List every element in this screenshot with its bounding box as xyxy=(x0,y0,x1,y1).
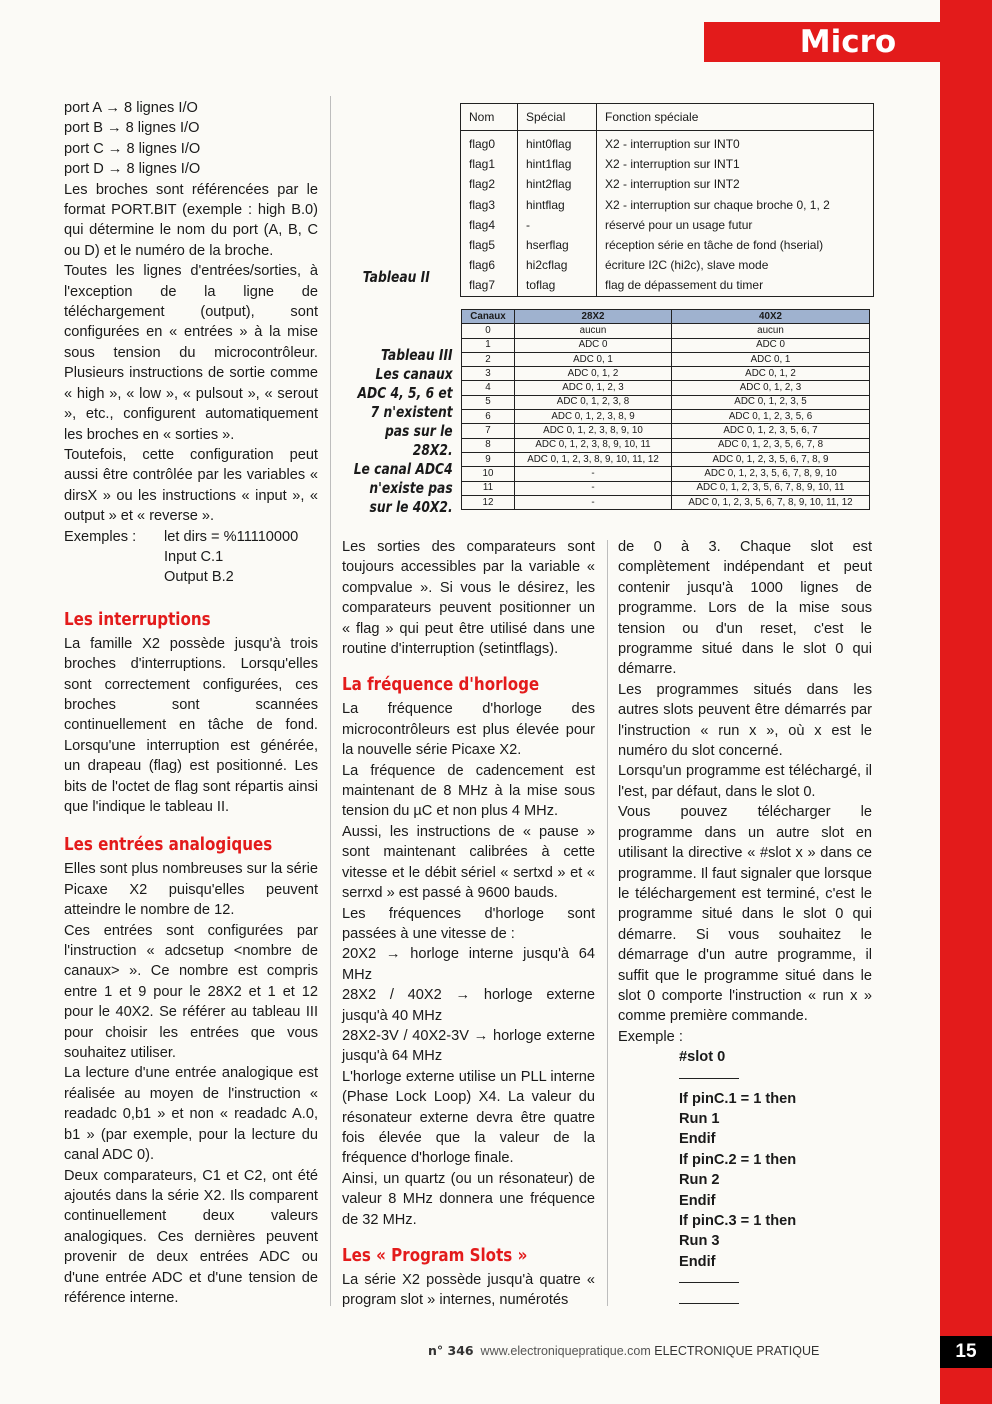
table-cell: ADC 0, 1, 2, 3, 8, 9, 10 xyxy=(515,424,672,438)
table-cell: - xyxy=(515,495,672,509)
paragraph: Les fréquences d'horloge sont passées à une vitesse de : xyxy=(342,905,595,942)
port-line: port C → 8 lignes I/O xyxy=(64,140,201,157)
port-line: port B → 8 lignes I/O xyxy=(64,120,200,137)
page-footer xyxy=(428,1343,819,1358)
caption-line: n'existe pas xyxy=(369,479,453,497)
table-row xyxy=(461,215,874,235)
code-line: #slot 0 xyxy=(679,1049,726,1066)
caption-line: ADC 4, 5, 6 et xyxy=(357,384,453,402)
table-cell: ADC 0, 1 xyxy=(515,352,672,366)
port-line: port A → 8 lignes I/O xyxy=(64,100,198,116)
paragraph: L'horloge externe utilise un PLL interne (Phase Lock Loop) X4. La valeur du résonateur externe devra être quatre fois élevée que la valeur de la fréquence d'horloge finale. xyxy=(342,1068,595,1167)
table3-adc-channels xyxy=(461,309,870,510)
table-row xyxy=(461,255,874,275)
website-url: www.electroniquepratique.com xyxy=(480,1344,651,1358)
table-cell: hint1flag xyxy=(518,154,597,174)
table-cell: flag6 xyxy=(461,255,518,275)
table-row xyxy=(462,481,870,495)
magazine-name: ELECTRONIQUE PRATIQUE xyxy=(654,1344,820,1358)
table-cell: ADC 0, 1, 2, 3, 5, 6, 7, 8, 9, 10 xyxy=(672,467,870,481)
page-edge-bar xyxy=(940,0,992,1404)
table-cell: ADC 0, 1, 2, 3, 5, 6, 7, 8, 9, 10, 11 xyxy=(672,481,870,495)
table-cell: X2 - interruption sur INT1 xyxy=(597,154,874,174)
code-line: If pinC.2 = 1 then xyxy=(679,1151,797,1168)
code-block xyxy=(618,1047,872,1304)
paragraph: La série X2 possède jusqu'à quatre « program slot » internes, numérotés xyxy=(342,1272,595,1309)
paragraph: Aussi, les instructions de « pause » sont maintenant calibrées à cette vitesse et le débit sériel « sertxd » et « serrxd » est passé à 9600 bauds. xyxy=(342,823,595,902)
table-row xyxy=(462,395,870,409)
heading-program-slots: Les « Program Slots » xyxy=(342,1245,528,1266)
column-divider xyxy=(330,96,331,1306)
table-cell: 9 xyxy=(462,452,515,466)
table-row xyxy=(462,495,870,509)
table-cell: flag de dépassement du timer xyxy=(597,275,874,296)
table-cell: hi2cflag xyxy=(518,255,597,275)
table-cell: flag3 xyxy=(461,195,518,215)
separator-rule xyxy=(679,1272,739,1283)
paragraph: Vous pouvez télécharger le programme dans un autre slot en utilisant la directive « #slot x » dans ce programme. Il faut signaler que lorsque le téléchargement est terminé, c'est le programme situé dans le slot 0 qui démarre. Si vous souhaitez le démarrage d'un autre programme, il suffit que le programme situé dans le slot 0 comporte l'instruction « run x » comme première commande. xyxy=(618,804,872,1025)
examples-label: Exemples : xyxy=(64,528,137,545)
caption-line: Les canaux xyxy=(375,365,453,383)
table-cell: ADC 0, 1, 2, 3, 5, 6 xyxy=(672,410,870,424)
table-cell: 7 xyxy=(462,424,515,438)
table-cell: ADC 0, 1, 2, 3, 8 xyxy=(515,395,672,409)
table-header: 40X2 xyxy=(672,310,870,324)
table-cell: ADC 0, 1, 2, 3, 8, 9, 10, 11 xyxy=(515,438,672,452)
table-cell: ADC 0 xyxy=(672,338,870,352)
table-cell: ADC 0, 1, 2, 3, 5 xyxy=(672,395,870,409)
table-cell: réservé pour un usage futur xyxy=(597,215,874,235)
table-cell: aucun xyxy=(672,324,870,338)
example-label: Exemple : xyxy=(618,1028,683,1045)
paragraph: Ces entrées sont configurées par l'instruction « adcsetup <nombre de canaux> ». Ce nombre est compris entre 1 et 9 pour le 28X2 et 1 et 12 pour le 40X2. Se référer au tableau III pour choisir les entrées que vous souhaitez utiliser. xyxy=(64,922,318,1062)
table-cell: hint2flag xyxy=(518,174,597,194)
table-row xyxy=(461,131,874,155)
examples-block xyxy=(64,527,318,547)
table2-flags xyxy=(460,103,874,297)
table-cell: flag2 xyxy=(461,174,518,194)
table-cell: réception série en tâche de fond (hserial) xyxy=(597,235,874,255)
table-cell: hint0flag xyxy=(518,131,597,155)
table-cell: flag0 xyxy=(461,131,518,155)
table-cell: ADC 0, 1 xyxy=(672,352,870,366)
table-cell: ADC 0, 1, 2, 3, 5, 6, 7, 8, 9 xyxy=(672,452,870,466)
code-line: Endif xyxy=(679,1192,716,1209)
table-row xyxy=(461,235,874,255)
heading-clock-frequency: La fréquence d'horloge xyxy=(342,674,540,696)
caption-line: Le canal ADC4 xyxy=(354,460,453,478)
column-2 xyxy=(342,537,595,1311)
paragraph: Ainsi, un quartz (ou un résonateur) de valeur 8 MHz donnera une fréquence de 32 MHz. xyxy=(342,1170,595,1228)
table-row xyxy=(462,438,870,452)
table-cell: 11 xyxy=(462,481,515,495)
code-line: Run 2 xyxy=(679,1172,720,1189)
paragraph: La fréquence d'horloge des microcontrôleurs est plus élevée pour la nouvelle série Picaxe X2. xyxy=(342,701,595,759)
table-cell: flag1 xyxy=(461,154,518,174)
table-cell: 8 xyxy=(462,438,515,452)
table-row xyxy=(462,338,870,352)
table-cell: ADC 0, 1, 2, 3, 5, 6, 7, 8 xyxy=(672,438,870,452)
paragraph: Elles sont plus nombreuses sur la série Picaxe X2 puisqu'elles peuvent atteindre le nombre de 12. xyxy=(64,861,318,919)
caption-line: sur le 40X2. xyxy=(369,498,453,516)
paragraph: La famille X2 possède jusqu'à trois broches d'interruptions. Lorsqu'elles sont correctement configurées, ces broches sont scannées continuellement en tâche de fond. Lorsqu'une interruption est générée, un drapeau (flag) est positionné. Les bits de l'octet de flag sont répartis ainsi que l'indique le tableau II. xyxy=(64,635,318,815)
paragraph: Les sorties des comparateurs sont toujours accessibles par la variable « compvalue ». Si vous le désirez, les comparateurs peuvent positionner un « flag » qui peut être utilisé dans une routine d'interruption (setintflags). xyxy=(342,539,595,658)
table-row xyxy=(462,324,870,338)
table-cell: - xyxy=(515,467,672,481)
table-row xyxy=(462,424,870,438)
table-cell: ADC 0, 1, 2, 3, 5, 6, 7, 8, 9, 10, 11, 12 xyxy=(672,495,870,509)
issue-number: n° 346 xyxy=(428,1343,474,1358)
caption-line: Tableau III xyxy=(381,346,453,364)
page-number: 15 xyxy=(940,1336,992,1368)
table-header: Fonction spéciale xyxy=(597,104,874,131)
table-row xyxy=(462,452,870,466)
paragraph: Lorsqu'un programme est téléchargé, il l'est, par défaut, dans le slot 0. xyxy=(618,763,872,800)
code-line: Endif xyxy=(679,1253,716,1270)
column-3 xyxy=(618,537,872,1314)
table-header: Nom xyxy=(461,104,518,131)
paragraph: La lecture d'une entrée analogique est réalisée au moyen de l'instruction « readadc 0,b1 » et non « readadc A.0, b1 » (par exemple, pour la lecture du canal ADC 0). xyxy=(64,1065,318,1164)
table-cell: écriture I2C (hi2c), slave mode xyxy=(597,255,874,275)
code-line: If pinC.1 = 1 then xyxy=(679,1090,797,1107)
table-cell: 5 xyxy=(462,395,515,409)
caption-line: 28X2. xyxy=(413,441,453,459)
table-cell: ADC 0, 1, 2 xyxy=(515,367,672,381)
table-cell: ADC 0, 1, 2, 3, 5, 6, 7 xyxy=(672,424,870,438)
table-row xyxy=(462,381,870,395)
section-title: Micro xyxy=(704,22,992,62)
table-cell: flag5 xyxy=(461,235,518,255)
table-header: Canaux xyxy=(462,310,515,324)
table-cell: 10 xyxy=(462,467,515,481)
table-cell: ADC 0, 1, 2 xyxy=(672,367,870,381)
paragraph: 28X2-3V / 40X2-3V → horloge externe jusqu'à 64 MHz xyxy=(342,1027,595,1065)
heading-interrupts: Les interruptions xyxy=(64,608,211,630)
code-line: Run 1 xyxy=(679,1110,720,1127)
table-cell: ADC 0, 1, 2, 3, 8, 9, 10, 11, 12 xyxy=(515,452,672,466)
table-header: 28X2 xyxy=(515,310,672,324)
table-cell: X2 - interruption sur INT2 xyxy=(597,174,874,194)
table-row xyxy=(461,174,874,194)
table-cell: flag4 xyxy=(461,215,518,235)
table2-caption: Tableau II xyxy=(362,268,430,286)
table-row xyxy=(461,275,874,296)
separator-rule xyxy=(679,1293,739,1304)
table-cell: - xyxy=(518,215,597,235)
paragraph: Les broches sont référencées par le format PORT.BIT (exemple : high B.0) qui détermine le nom du port (A, B, C ou D) et le numéro de la broche. xyxy=(64,181,318,259)
table-cell: 2 xyxy=(462,352,515,366)
table-cell: 12 xyxy=(462,495,515,509)
table-cell: ADC 0, 1, 2, 3 xyxy=(515,381,672,395)
paragraph: Les programmes situés dans les autres slots peuvent être démarrés par l'instruction « run x », où x est le numéro du slot concerné. xyxy=(618,681,872,760)
table-row xyxy=(462,410,870,424)
table-header: Spécial xyxy=(518,104,597,131)
table-cell: ADC 0, 1, 2, 3 xyxy=(672,381,870,395)
table-row xyxy=(462,467,870,481)
table-row xyxy=(461,195,874,215)
table-cell: 6 xyxy=(462,410,515,424)
code-line: If pinC.3 = 1 then xyxy=(679,1213,797,1229)
caption-line: pas sur le xyxy=(385,422,453,440)
example-line: Input C.1 xyxy=(164,548,224,565)
table-cell: hserflag xyxy=(518,235,597,255)
table-cell: X2 - interruption sur chaque broche 0, 1, 2 xyxy=(597,195,874,215)
column-1 xyxy=(64,98,318,1308)
caption-line: 7 n'existent xyxy=(370,403,453,421)
paragraph: La fréquence de cadencement est maintenant de 8 MHz à la mise sous tension du µC et non plus 4 MHz. xyxy=(342,762,595,820)
table-cell: X2 - interruption sur INT0 xyxy=(597,131,874,155)
table-cell: ADC 0 xyxy=(515,338,672,352)
heading-analog-inputs: Les entrées analogiques xyxy=(64,834,273,856)
table-row xyxy=(462,367,870,381)
paragraph: de 0 à 3. Chaque slot est complètement indépendant et peut contenir jusqu'à 1000 lignes de programme. Lors de la mise sous tension ou d'un reset, c'est le programme situé dans le slot 0 qui démarre. xyxy=(618,539,872,678)
paragraph: Toutefois, cette configuration peut aussi être contrôlée par les variables « dirsX » ou les instructions « input », « output » et « reverse ». xyxy=(64,446,318,525)
table-cell: flag7 xyxy=(461,275,518,296)
table-cell: ADC 0, 1, 2, 3, 8, 9 xyxy=(515,410,672,424)
example-line: let dirs = %11110000 xyxy=(164,528,299,545)
code-line: Endif xyxy=(679,1131,716,1148)
example-line: Output B.2 xyxy=(164,569,234,586)
paragraph: 28X2 / 40X2 → horloge externe jusqu'à 40 MHz xyxy=(342,987,595,1024)
port-line: port D → 8 lignes I/O xyxy=(64,161,201,178)
column-divider xyxy=(607,540,608,1306)
code-line: Run 3 xyxy=(679,1233,720,1250)
table-cell: 3 xyxy=(462,367,515,381)
table3-caption xyxy=(354,346,453,517)
table-cell: aucun xyxy=(515,324,672,338)
table-cell: - xyxy=(515,481,672,495)
table-cell: 1 xyxy=(462,338,515,352)
paragraph: Toutes les lignes d'entrées/sorties, à l'exception de la ligne de téléchargement (output), sont configurées en « entrées » à la mise sous tension du microcontrôleur. Plusieurs instructions de sortie comme « high », « low », « pulsout », « serout », etc., configurent automatiquement les broches en « sorties ». xyxy=(64,263,318,443)
paragraph: Deux comparateurs, C1 et C2, ont été ajoutés dans la série X2. Ils comparent continuellement deux valeurs analogiques. Ces dernières peuvent provenir de deux entrées ADC ou d'une entrée ADC et d'une tension de référence interne. xyxy=(64,1167,318,1306)
table-cell: 4 xyxy=(462,381,515,395)
table-cell: 0 xyxy=(462,324,515,338)
table-cell: hintflag xyxy=(518,195,597,215)
table-row xyxy=(462,352,870,366)
table-row xyxy=(461,154,874,174)
separator-rule xyxy=(679,1068,739,1079)
paragraph: 20X2 → horloge interne jusqu'à 64 MHz xyxy=(342,946,595,983)
table-cell: toflag xyxy=(518,275,597,296)
